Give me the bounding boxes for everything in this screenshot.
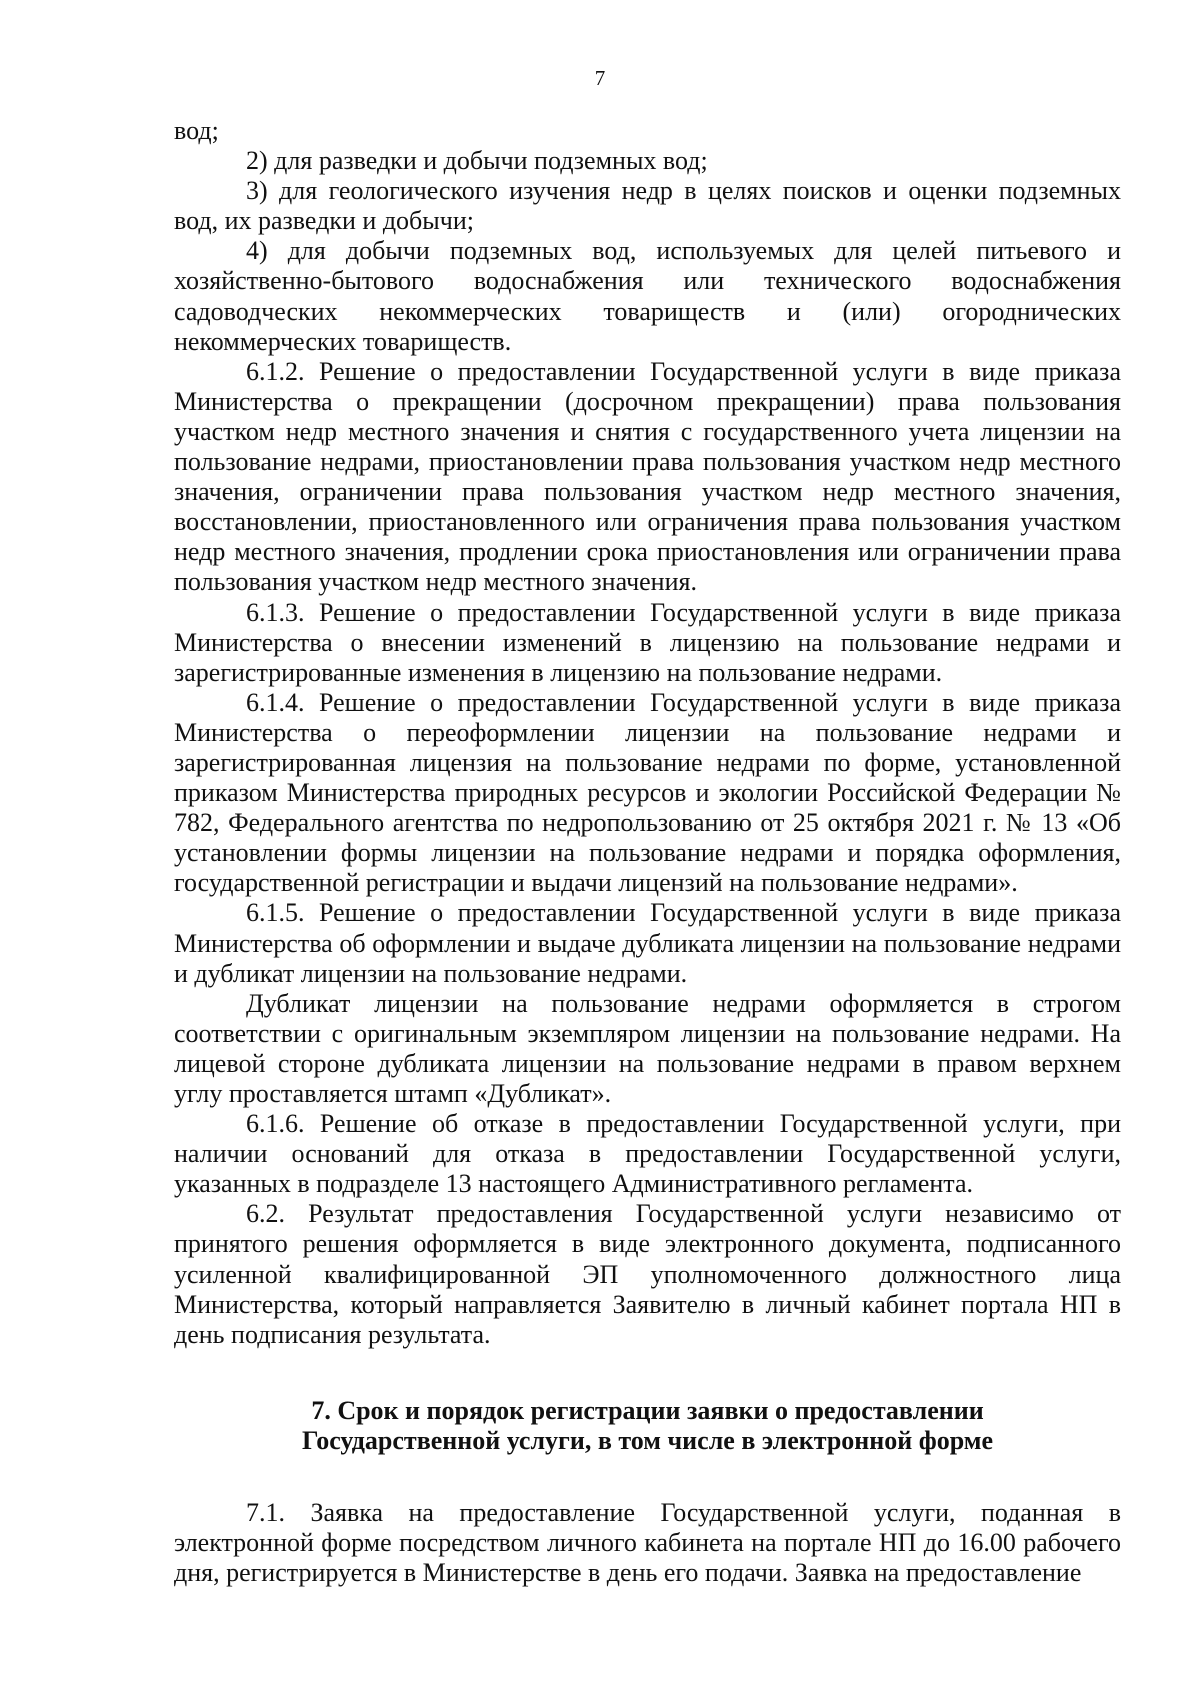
clause-6-1-6: 6.1.6. Решение об отказе в предоставлении Государственной услуги, при наличии оснований для отказа в предоставлении Государственной услуги, указанных в подразделе 13 настоящего Административного регламента. (174, 1109, 1121, 1199)
list-item-2: 2) для разведки и добычи подземных вод; (246, 146, 708, 176)
clause-7-1: 7.1. Заявка на предоставление Государственной услуги, поданная в электронной форме посредством личного кабинета на портале НП до 16.00 рабочего дня, регистрируется в Министерстве в день его подачи. Заявка на предоставление (174, 1498, 1121, 1588)
section-heading-line-1: 7. Срок и порядок регистрации заявки о предоставлении (311, 1395, 984, 1425)
clause-6-1-4: 6.1.4. Решение о предоставлении Государственной услуги в виде приказа Министерства о переоформлении лицензии на пользование недрами и зарегистрированная лицензия на пользование недрами по форме, установленной приказом Министерства природных ресурсов и экологии Российской Федерации № 782, Федерального агентства по недропользованию от 25 октября 2021 г. № 13 «Об установлении формы лицензии на пользование недрами и порядка оформления, государственной регистрации и выдачи лицензий на пользование недрами». (174, 687, 1121, 898)
list-item-3: 3) для геологического изучения недр в целях поисков и оценки подземных вод, их разведки и добычи; (174, 176, 1121, 236)
clause-6-2: 6.2. Результат предоставления Государственной услуги независимо от принятого решения оформляется в виде электронного документа, подписанного усиленной квалифицированной ЭП уполномоченного должностного лица Министерства, который направляется Заявителю в личный кабинет портала НП в день подписания результата. (174, 1199, 1121, 1349)
clause-6-1-3: 6.1.3. Решение о предоставлении Государственной услуги в виде приказа Министерства о внесении изменений в лицензию на пользование недрами и зарегистрированные изменения в лицензию на пользование недрами. (174, 597, 1121, 687)
clause-6-1-2: 6.1.2. Решение о предоставлении Государственной услуги в виде приказа Министерства о прекращении (досрочном прекращении) права пользования участком недр местного значения и снятия с государственного учета лицензии на пользование недрами, приостановлении права пользования участком недр местного значения, ограничении права пользования участком недр местного значения, восстановлении, приостановленного или ограничения права пользования участком недр местного значения, продлении срока приостановления или ограничении права пользования участком недр местного значения. (174, 356, 1121, 597)
duplicate-paragraph: Дубликат лицензии на пользование недрами оформляется в строгом соответствии с оригинальным экземпляром лицензии на пользование недрами. На лицевой стороне дубликата лицензии на пользование недрами в правом верхнем углу проставляется штамп «Дубликат». (174, 988, 1121, 1108)
page-number: 7 (594, 66, 606, 90)
list-item-4: 4) для добычи подземных вод, используемых для целей питьевого и хозяйственно-бытового водоснабжения или технического водоснабжения садоводческих некоммерческих товариществ и (или) огороднических некоммерческих товариществ. (174, 236, 1121, 356)
paragraph-continuation: вод; (174, 116, 219, 145)
clause-6-1-5: 6.1.5. Решение о предоставлении Государственной услуги в виде приказа Министерства об оформлении и выдаче дубликата лицензии на пользование недрами и дубликат лицензии на пользование недрами. (174, 898, 1121, 988)
section-heading-line-2: Государственной услуги, в том числе в электронной форме (301, 1425, 994, 1455)
document-body (174, 116, 1121, 1588)
section-heading (174, 1396, 1121, 1456)
